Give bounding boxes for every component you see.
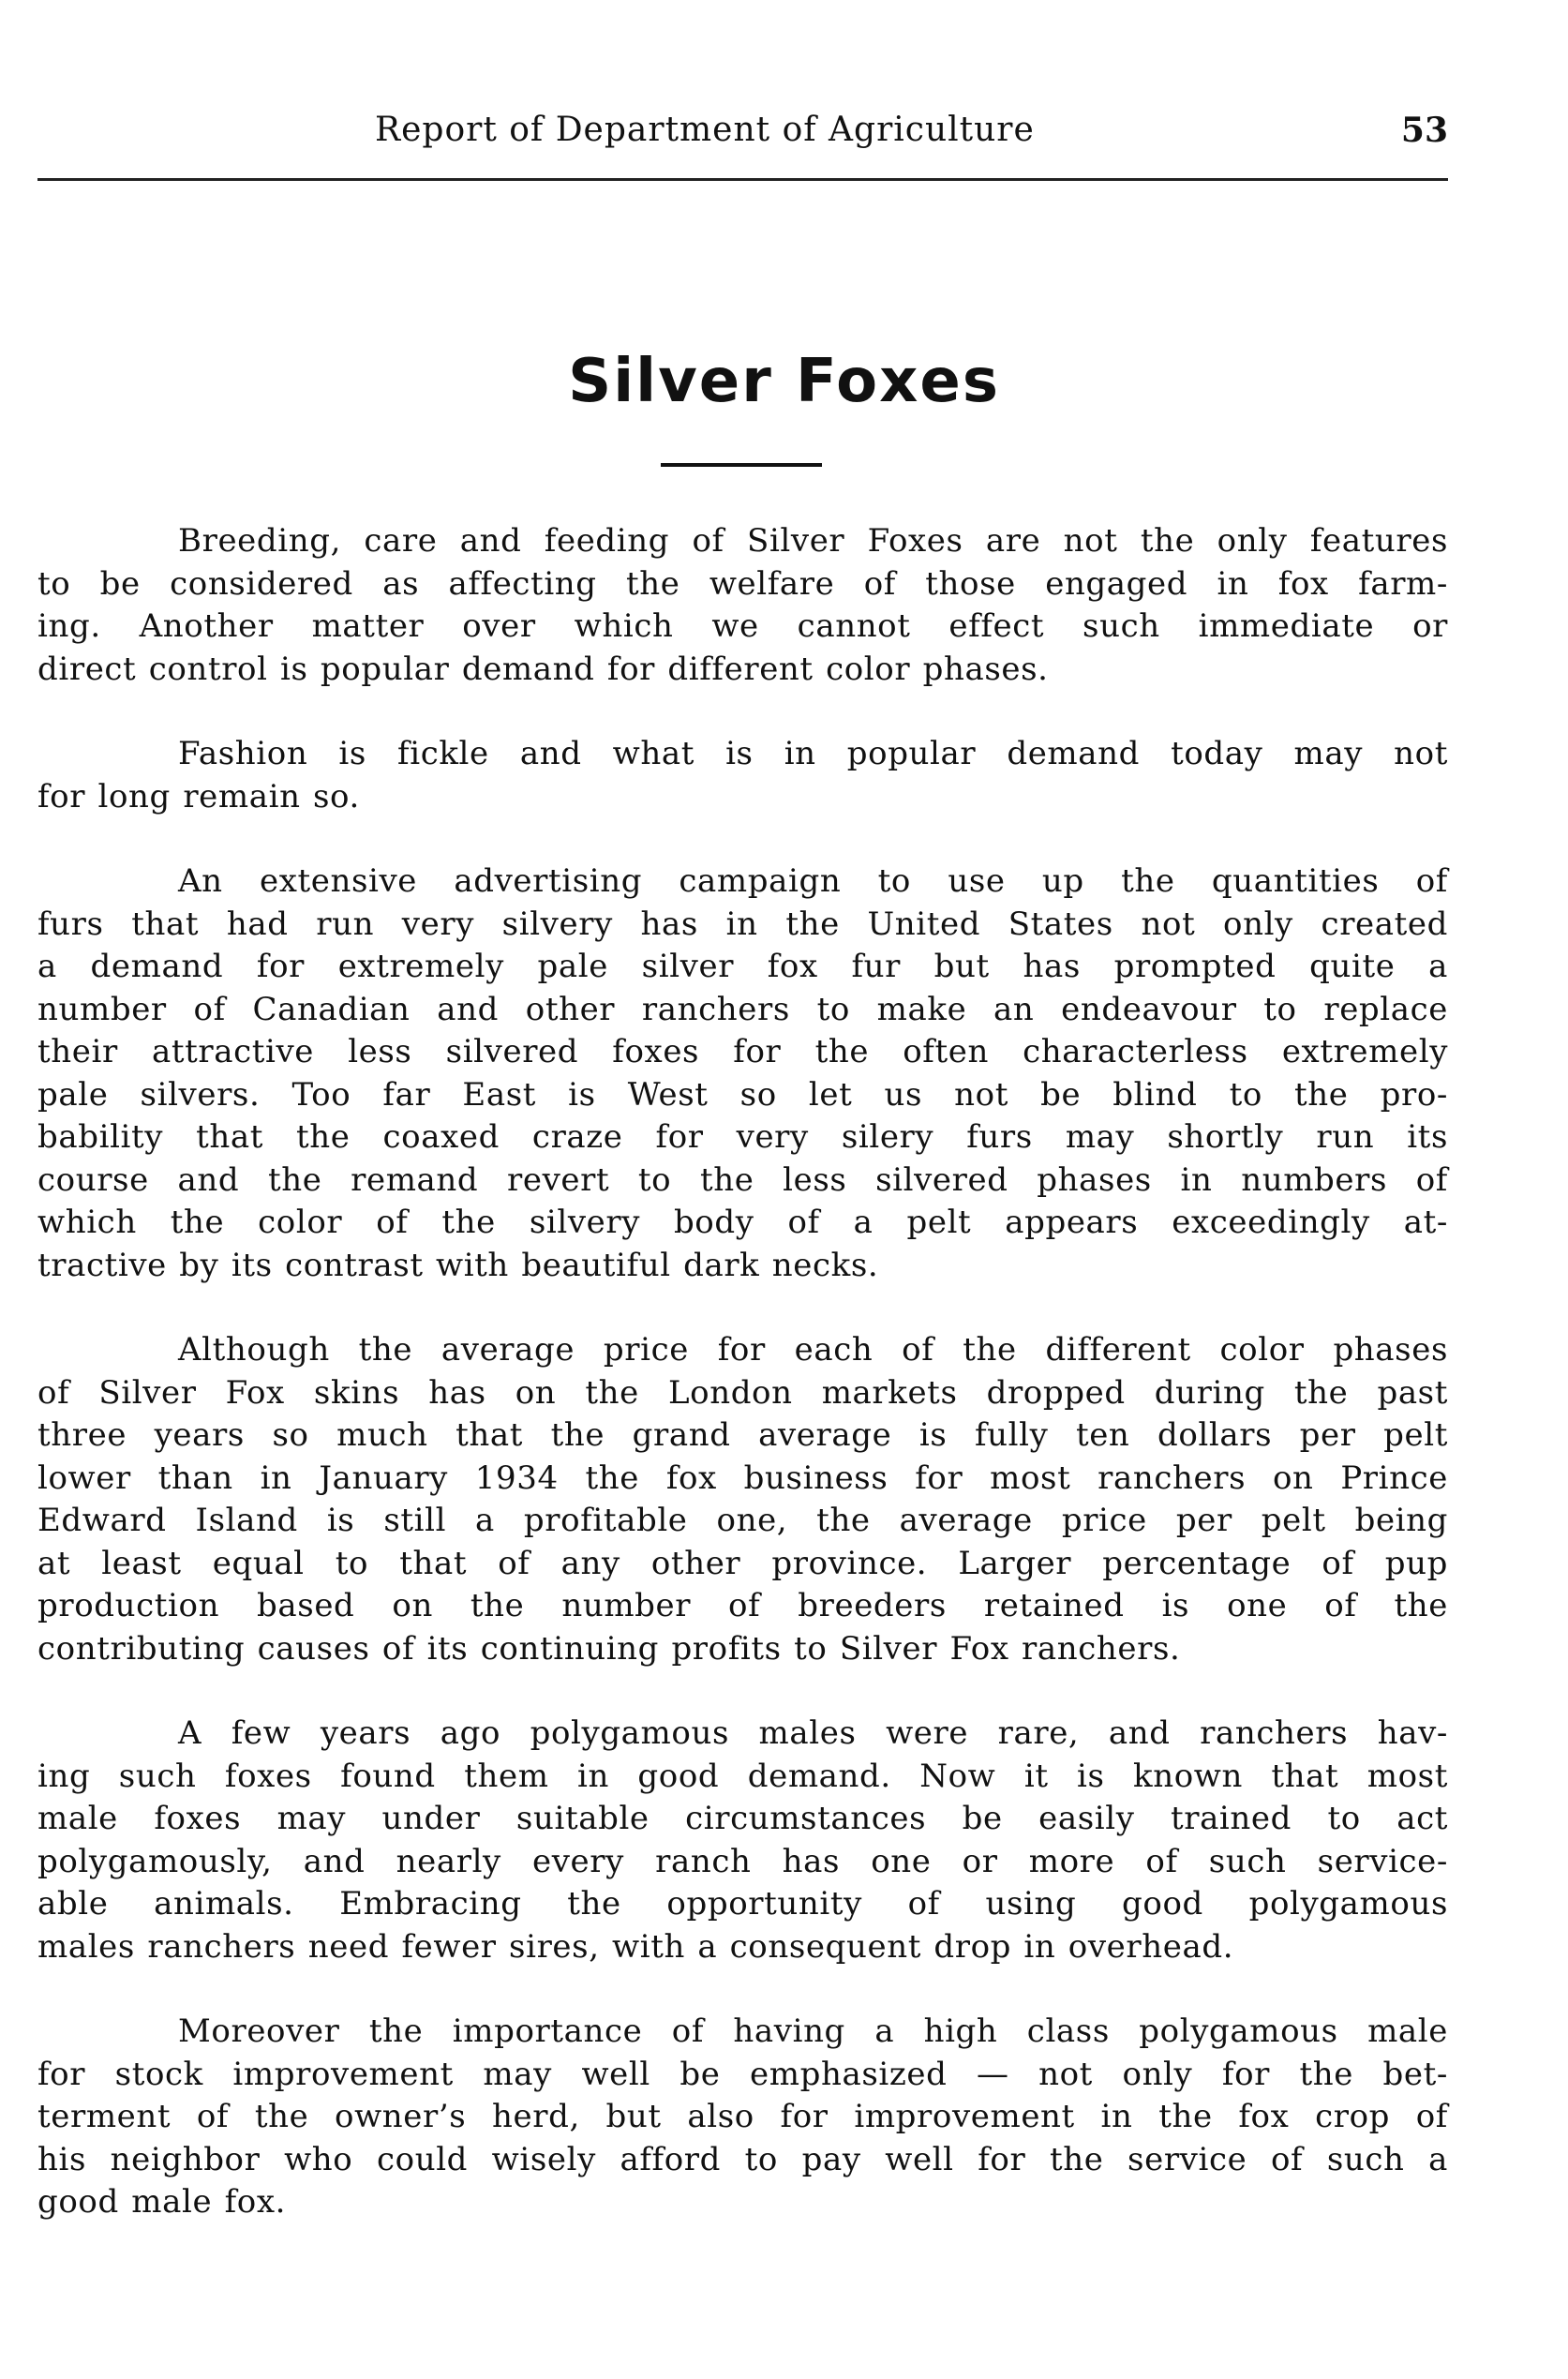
text-line: ing. Another matter over which we cannot effect such immediate or — [37, 607, 1448, 645]
text-line: of Silver Fox skins has on the London markets dropped during the past — [37, 1373, 1448, 1412]
text-line: direct control is popular demand for different color phases. — [37, 650, 1049, 688]
text-line: contributing causes of its continuing profits to Silver Fox ranchers. — [37, 1629, 1181, 1668]
paragraph — [37, 860, 1448, 1287]
text-line: number of Canadian and other ranchers to make an endeavour to replace — [37, 990, 1448, 1028]
text-line: ing such foxes found them in good demand. Now it is known that most — [37, 1757, 1448, 1795]
text-line: their attractive less silvered foxes for the often characterless extremely — [37, 1033, 1448, 1070]
paragraph — [37, 1713, 1448, 1968]
text-line: Moreover the importance of having a high class polygamous male — [178, 2012, 1448, 2050]
article-body — [37, 520, 1448, 2267]
text-line: A few years ago polygamous males were rare, and ranchers hav- — [178, 1714, 1448, 1752]
text-line: lower than in January 1934 the fox business for most ranchers on Prince — [37, 1459, 1448, 1497]
text-line: bability that the coaxed craze for very silery furs may shortly run its — [37, 1118, 1448, 1156]
text-line: male foxes may under suitable circumstances be easily trained to act — [37, 1800, 1448, 1837]
text-line: his neighbor who could wisely afford to pay well for the service of such a — [37, 2140, 1448, 2178]
text-line: to be considered as affecting the welfare of those engaged in fox farm- — [37, 564, 1448, 603]
text-line: for long remain so. — [37, 777, 360, 815]
text-line: polygamously, and nearly every ranch has one or more of such service- — [37, 1842, 1448, 1880]
text-line: An extensive advertising campaign to use up the quantities of — [178, 862, 1448, 900]
running-header — [37, 111, 1448, 167]
text-line: tractive by its contrast with beautiful dark necks. — [37, 1246, 879, 1284]
article-title: Silver Foxes — [568, 347, 1000, 416]
text-line: pale silvers. Too far East is West so let us not be blind to the pro- — [37, 1075, 1448, 1114]
header-title: Report of Department of Agriculture — [375, 111, 1035, 149]
text-line: Fashion is fickle and what is in popular demand today may not — [178, 735, 1448, 772]
paragraph — [37, 2011, 1448, 2224]
paragraph — [37, 1329, 1448, 1670]
text-line: at least equal to that of any other province. Larger percentage of pup — [37, 1544, 1448, 1582]
text-line: which the color of the silvery body of a pelt appears exceedingly at- — [37, 1204, 1448, 1241]
text-line: Breeding, care and feeding of Silver Foxes are not the only features — [178, 522, 1448, 560]
text-line: able animals. Embracing the opportunity of using good polygamous — [37, 1885, 1448, 1923]
header-rule — [37, 178, 1448, 181]
text-line: for stock improvement may well be emphasized — not only for the bet- — [37, 2055, 1448, 2093]
paragraph — [37, 520, 1448, 691]
title-rule — [661, 463, 822, 467]
text-line: Edward Island is still a profitable one, the average price per pelt being — [37, 1502, 1448, 1539]
text-line: a demand for extremely pale silver fox fur but has prompted quite a — [37, 948, 1448, 985]
text-line: good male fox. — [37, 2183, 287, 2221]
text-line: males ranchers need fewer sires, with a consequent drop in overhead. — [37, 1927, 1234, 1966]
text-line: furs that had run very silvery has in the United States not only created — [37, 905, 1448, 943]
text-line: three years so much that the grand average is fully ten dollars per pelt — [37, 1416, 1448, 1454]
text-line: Although the average price for each of the different color phases — [178, 1331, 1448, 1369]
text-line: terment of the owner’s herd, but also for improvement in the fox crop of — [37, 2098, 1448, 2135]
page-number: 53 — [1400, 111, 1448, 150]
text-line: course and the remand revert to the less silvered phases in numbers of — [37, 1160, 1448, 1199]
paragraph — [37, 733, 1448, 818]
text-line: production based on the number of breeders retained is one of the — [37, 1587, 1448, 1624]
